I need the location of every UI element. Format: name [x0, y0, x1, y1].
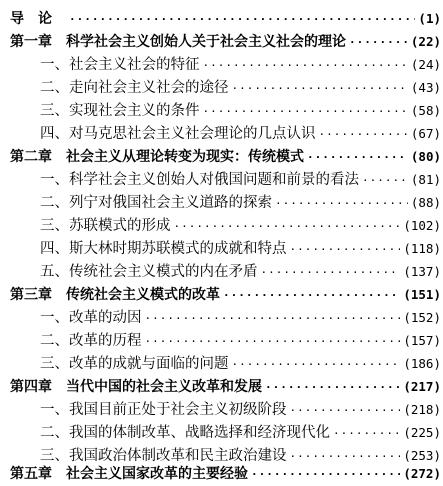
toc-entry-title: 一、我国目前正处于社会主义初级阶段: [40, 402, 287, 418]
chapter-label: 第一章: [10, 34, 52, 50]
dot-leader: [145, 330, 401, 352]
page-number: (43): [410, 80, 441, 95]
chapter-label: 第二章: [10, 149, 52, 165]
page-number: (22): [410, 34, 441, 49]
page-number: (253): [403, 448, 441, 463]
dot-leader: [261, 261, 401, 283]
toc-entry-3-2[interactable]: [0, 330, 441, 352]
dot-leader: [290, 238, 401, 260]
dot-leader: [251, 463, 400, 485]
chapter-label: 第三章: [10, 287, 52, 303]
page-number: (1): [418, 11, 441, 26]
dot-leader: [349, 31, 408, 53]
toc-entry-title: 第一章 科学社会主义创始人关于社会主义社会的理论: [10, 31, 346, 53]
dot-leader: [232, 77, 408, 99]
page-number: (272): [403, 466, 441, 481]
page-number: (152): [403, 310, 441, 325]
page-number: (118): [403, 241, 441, 256]
toc-entry-title: 二、列宁对俄国社会主义道路的探索: [40, 195, 272, 211]
toc-entry-title: 四、对马克思社会主义社会理论的几点认识: [40, 126, 316, 142]
toc-entry-1-1[interactable]: [0, 54, 441, 76]
toc-entry-title: [10, 8, 66, 30]
page-number: (88): [410, 195, 441, 210]
chapter-label: 导 论: [10, 11, 52, 27]
toc-entry-title: 第三章 传统社会主义模式的改革: [10, 284, 220, 306]
toc-entry-title: 三、我国政治体制改革和民主政治建设: [40, 448, 287, 464]
page-number: (102): [403, 218, 441, 233]
toc-entry-2-3[interactable]: [0, 215, 441, 237]
toc-entry-title: 三、苏联模式的形成: [40, 218, 171, 234]
dot-leader: [265, 376, 400, 398]
dot-leader: [290, 399, 401, 421]
dot-leader: [319, 123, 408, 145]
toc-entry-2-1[interactable]: [0, 169, 441, 191]
toc-entry-chapter-4[interactable]: [0, 376, 441, 398]
chapter-label: 第四章: [10, 379, 52, 395]
toc-entry-1-3[interactable]: [0, 100, 441, 122]
page-number: (225): [403, 425, 441, 440]
page-number: (67): [410, 126, 441, 141]
dot-leader: [69, 8, 415, 30]
dot-leader: [203, 54, 408, 76]
page-number: (217): [403, 379, 441, 394]
dot-leader: [232, 353, 401, 375]
toc-entry-chapter-2[interactable]: [0, 146, 441, 168]
toc-entry-title: 三、实现社会主义的条件: [40, 103, 200, 119]
toc-entry-4-2[interactable]: [0, 422, 441, 444]
dot-leader: [275, 192, 408, 214]
dot-leader: [174, 215, 401, 237]
toc-entry-4-1[interactable]: [0, 399, 441, 421]
toc-entry-title: 一、改革的动因: [40, 310, 142, 326]
toc-entry-introduction[interactable]: [0, 8, 441, 30]
toc-entry-title: 一、科学社会主义创始人对俄国问题和前景的看法: [40, 172, 359, 188]
toc-entry-1-2[interactable]: [0, 77, 441, 99]
dot-leader: [362, 169, 408, 191]
toc-entry-chapter-3[interactable]: [0, 284, 441, 306]
toc-entry-3-1[interactable]: [0, 307, 441, 329]
toc-entry-title: 第四章 当代中国的社会主义改革和发展: [10, 376, 262, 398]
toc-entry-chapter-5[interactable]: [0, 463, 441, 485]
toc-entry-1-4[interactable]: [0, 123, 441, 145]
page-number: (80): [410, 149, 441, 164]
page-number: (24): [410, 57, 441, 72]
dot-leader: [307, 146, 408, 168]
page-number: (151): [403, 287, 441, 302]
toc-entry-title: 四、斯大林时期苏联模式的成就和特点: [40, 241, 287, 257]
dot-leader: [333, 422, 400, 444]
page-number: (81): [410, 172, 441, 187]
toc-entry-title: 二、走向社会主义社会的途径: [40, 80, 229, 96]
chapter-label: 第五章: [10, 466, 52, 482]
toc-entry-3-3[interactable]: [0, 353, 441, 375]
toc-entry-title: 第二章 社会主义从理论转变为现实：传统模式: [10, 146, 304, 168]
dot-leader: [203, 100, 408, 122]
toc-entry-title: 二、改革的历程: [40, 333, 142, 349]
page-number: (58): [410, 103, 441, 118]
toc-entry-2-2[interactable]: [0, 192, 441, 214]
toc-entry-title: 一、社会主义社会的特征: [40, 57, 200, 73]
toc-entry-chapter-1[interactable]: [0, 31, 441, 53]
page-number: (137): [403, 264, 441, 279]
toc-entry-title: 三、改革的成就与面临的问题: [40, 356, 229, 372]
page-number: (157): [403, 333, 441, 348]
toc-entry-title: 二、我国的体制改革、战略选择和经济现代化: [40, 425, 330, 441]
dot-leader: [223, 284, 400, 306]
toc-entry-2-4[interactable]: [0, 238, 441, 260]
page-number: (186): [403, 356, 441, 371]
toc-entry-title: 第五章 社会主义国家改革的主要经验: [10, 463, 248, 485]
toc-entry-2-5[interactable]: [0, 261, 441, 283]
dot-leader: [145, 307, 401, 329]
page-number: (218): [403, 402, 441, 417]
toc-entry-title: 五、传统社会主义模式的内在矛盾: [40, 264, 258, 280]
